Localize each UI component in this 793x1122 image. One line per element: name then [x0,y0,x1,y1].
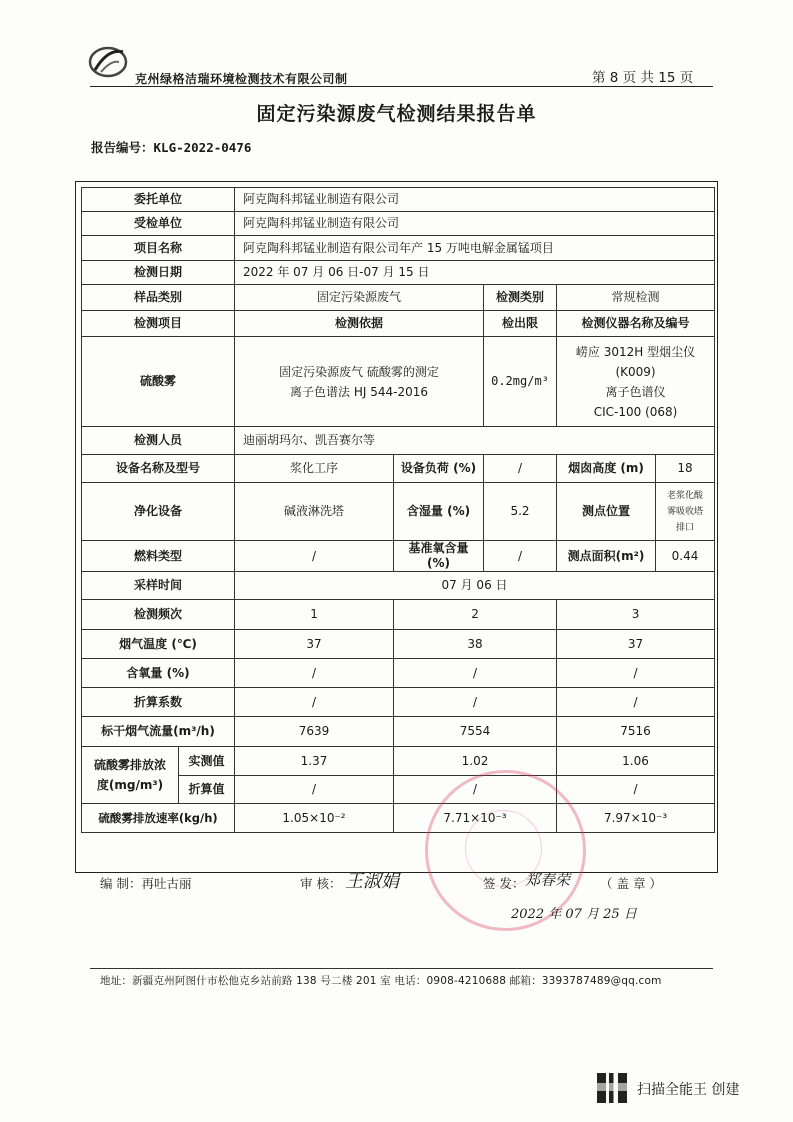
purify-label: 净化设备 [82,483,235,541]
area-label: 测点面积(m²) [557,541,656,572]
item-value: 硫酸雾 [82,337,235,427]
client-label: 委托单位 [82,188,235,212]
test-type-label: 检测类别 [484,285,557,311]
table-row [82,236,715,261]
measured-2: 1.02 [394,747,557,776]
table-row [82,212,715,236]
factor-2: / [394,688,557,717]
report-no-label: 报告编号： [91,140,154,155]
freq-1: 1 [235,600,394,630]
scanner-watermark: 扫描全能王 创建 [637,1082,740,1098]
company-logo [87,42,129,80]
instrument-line2: (K009) [615,364,656,379]
oxygen-label: 含氧量 (%) [82,659,235,688]
rate-2: 7.71×10⁻³ [394,804,557,833]
point-label: 测点位置 [557,483,656,541]
date-label: 检测日期 [82,261,235,285]
flow-1: 7639 [235,717,394,747]
rate-1: 1.05×10⁻² [235,804,394,833]
date-value: 2022 年 07 月 06 日-07 月 15 日 [235,261,715,285]
temp-2: 38 [394,630,557,659]
load-value: / [484,455,557,483]
instrument-line1: 崂应 3012H 型烟尘仪 [575,344,696,359]
temp-1: 37 [235,630,394,659]
basis-value [235,337,484,427]
inspected-label: 受检单位 [82,212,235,236]
result-table [81,187,715,833]
point-value [656,483,715,541]
load-label: 设备负荷 (%) [394,455,484,483]
flow-2: 7554 [394,717,557,747]
test-type-value: 常规检测 [557,285,715,311]
table-row [82,717,715,747]
oxygen-1: / [235,659,394,688]
oxygen-2: / [394,659,557,688]
height-value: 18 [656,455,715,483]
rate-3: 7.97×10⁻³ [557,804,715,833]
limit-label: 检出限 [484,311,557,337]
header-divider [90,86,713,87]
temp-label: 烟气温度 (℃) [82,630,235,659]
seal-note: （ 盖 章 ） [600,876,662,891]
prepared-by: 编 制：再吐古丽 [100,876,192,891]
review-label: 审 核： [300,876,342,891]
instrument-value [557,337,715,427]
sampling-time-value: 07 月 06 日 [235,572,715,600]
table-row [82,688,715,717]
instrument-line3: 离子色谱仪 [605,384,666,399]
project-value: 阿克陶科邦锰业制造有限公司年产 15 万吨电解金属锰项目 [235,236,715,261]
issue-signature: 郑春荣 [525,871,571,889]
instrument-label: 检测仪器名称及编号 [557,311,715,337]
table-row [82,804,715,833]
report-no-value: KLG-2022-0476 [153,140,252,155]
temp-3: 37 [557,630,715,659]
purify-value: 碱液淋洗塔 [235,483,394,541]
factor-1: / [235,688,394,717]
point-line2: 雾吸收塔 [667,506,704,517]
table-row [82,659,715,688]
signature-date: 2022 年 07 月 25 日 [511,907,637,922]
area-value: 0.44 [656,541,715,572]
issue-label: 签 发： [483,876,525,891]
equipment-name-label: 设备名称及型号 [82,455,235,483]
table-row [82,541,715,572]
sample-type-label: 样品类别 [82,285,235,311]
measured-label: 实测值 [179,747,235,776]
factor-3: / [557,688,715,717]
height-label: 烟囱高度 (m) [557,455,656,483]
rate-label: 硫酸雾排放速率(kg/h) [82,804,235,833]
table-row [82,188,715,212]
table-row [82,285,715,311]
table-row [82,427,715,455]
moisture-label: 含湿量 (%) [394,483,484,541]
qr-code-icon [597,1073,627,1103]
table-row [82,455,715,483]
review-signature: 王淑娟 [345,871,399,892]
fuel-label: 燃料类型 [82,541,235,572]
table-row [82,311,715,337]
freq-2: 2 [394,600,557,630]
factor-label: 折算系数 [82,688,235,717]
page-info: 第 8 页 共 15 页 [592,70,694,86]
personnel-value: 迪丽胡玛尔、凯吾赛尔等 [235,427,715,455]
moisture-value: 5.2 [484,483,557,541]
client-value: 阿克陶科邦锰业制造有限公司 [235,188,715,212]
fuel-value: / [235,541,394,572]
company-name: 克州绿格洁瑞环境检测技术有限公司制 [135,72,348,86]
table-row [82,747,715,776]
conc-label-line2: 度(mg/m³) [96,778,164,792]
equipment-name-value: 浆化工序 [235,455,394,483]
freq-3: 3 [557,600,715,630]
freq-label: 检测频次 [82,600,235,630]
limit-value: 0.2mg/m³ [484,337,557,427]
footer-address: 地址：新疆克州阿图什市松他克乡站前路 138 号二楼 201 室 电话：0908-4210688 邮箱：3393787489@qq.com [100,975,662,987]
table-row [82,600,715,630]
basis-line1: 固定污染源废气 硫酸雾的测定 [279,364,439,379]
footer-divider [90,968,713,969]
table-row [82,261,715,285]
oxygen-3: / [557,659,715,688]
converted-2: / [394,776,557,804]
report-number [91,138,251,156]
item-label: 检测项目 [82,311,235,337]
converted-label: 折算值 [179,776,235,804]
table-row [82,630,715,659]
personnel-label: 检测人员 [82,427,235,455]
converted-3: / [557,776,715,804]
instrument-line4: CIC-100 (068) [593,404,678,419]
oxygen-ref-value: / [484,541,557,572]
point-line1: 老浆化酸 [667,490,704,501]
page-title: 固定污染源废气检测结果报告单 [256,103,537,125]
inspected-value: 阿克陶科邦锰业制造有限公司 [235,212,715,236]
measured-1: 1.37 [235,747,394,776]
sample-type-value: 固定污染源废气 [235,285,484,311]
flow-3: 7516 [557,717,715,747]
measured-3: 1.06 [557,747,715,776]
conc-label-line1: 硫酸雾排放浓 [93,758,166,772]
table-row [82,483,715,541]
project-label: 项目名称 [82,236,235,261]
table-row [82,572,715,600]
oxygen-ref-label: 基准氧含量(%) [394,541,484,572]
converted-1: / [235,776,394,804]
basis-label: 检测依据 [235,311,484,337]
flow-label: 标干烟气流量(m³/h) [82,717,235,747]
table-row [82,337,715,427]
point-line3: 排口 [676,522,695,533]
conc-label [82,747,179,804]
basis-line2: 离子色谱法 HJ 544-2016 [290,384,428,399]
sampling-time-label: 采样时间 [82,572,235,600]
